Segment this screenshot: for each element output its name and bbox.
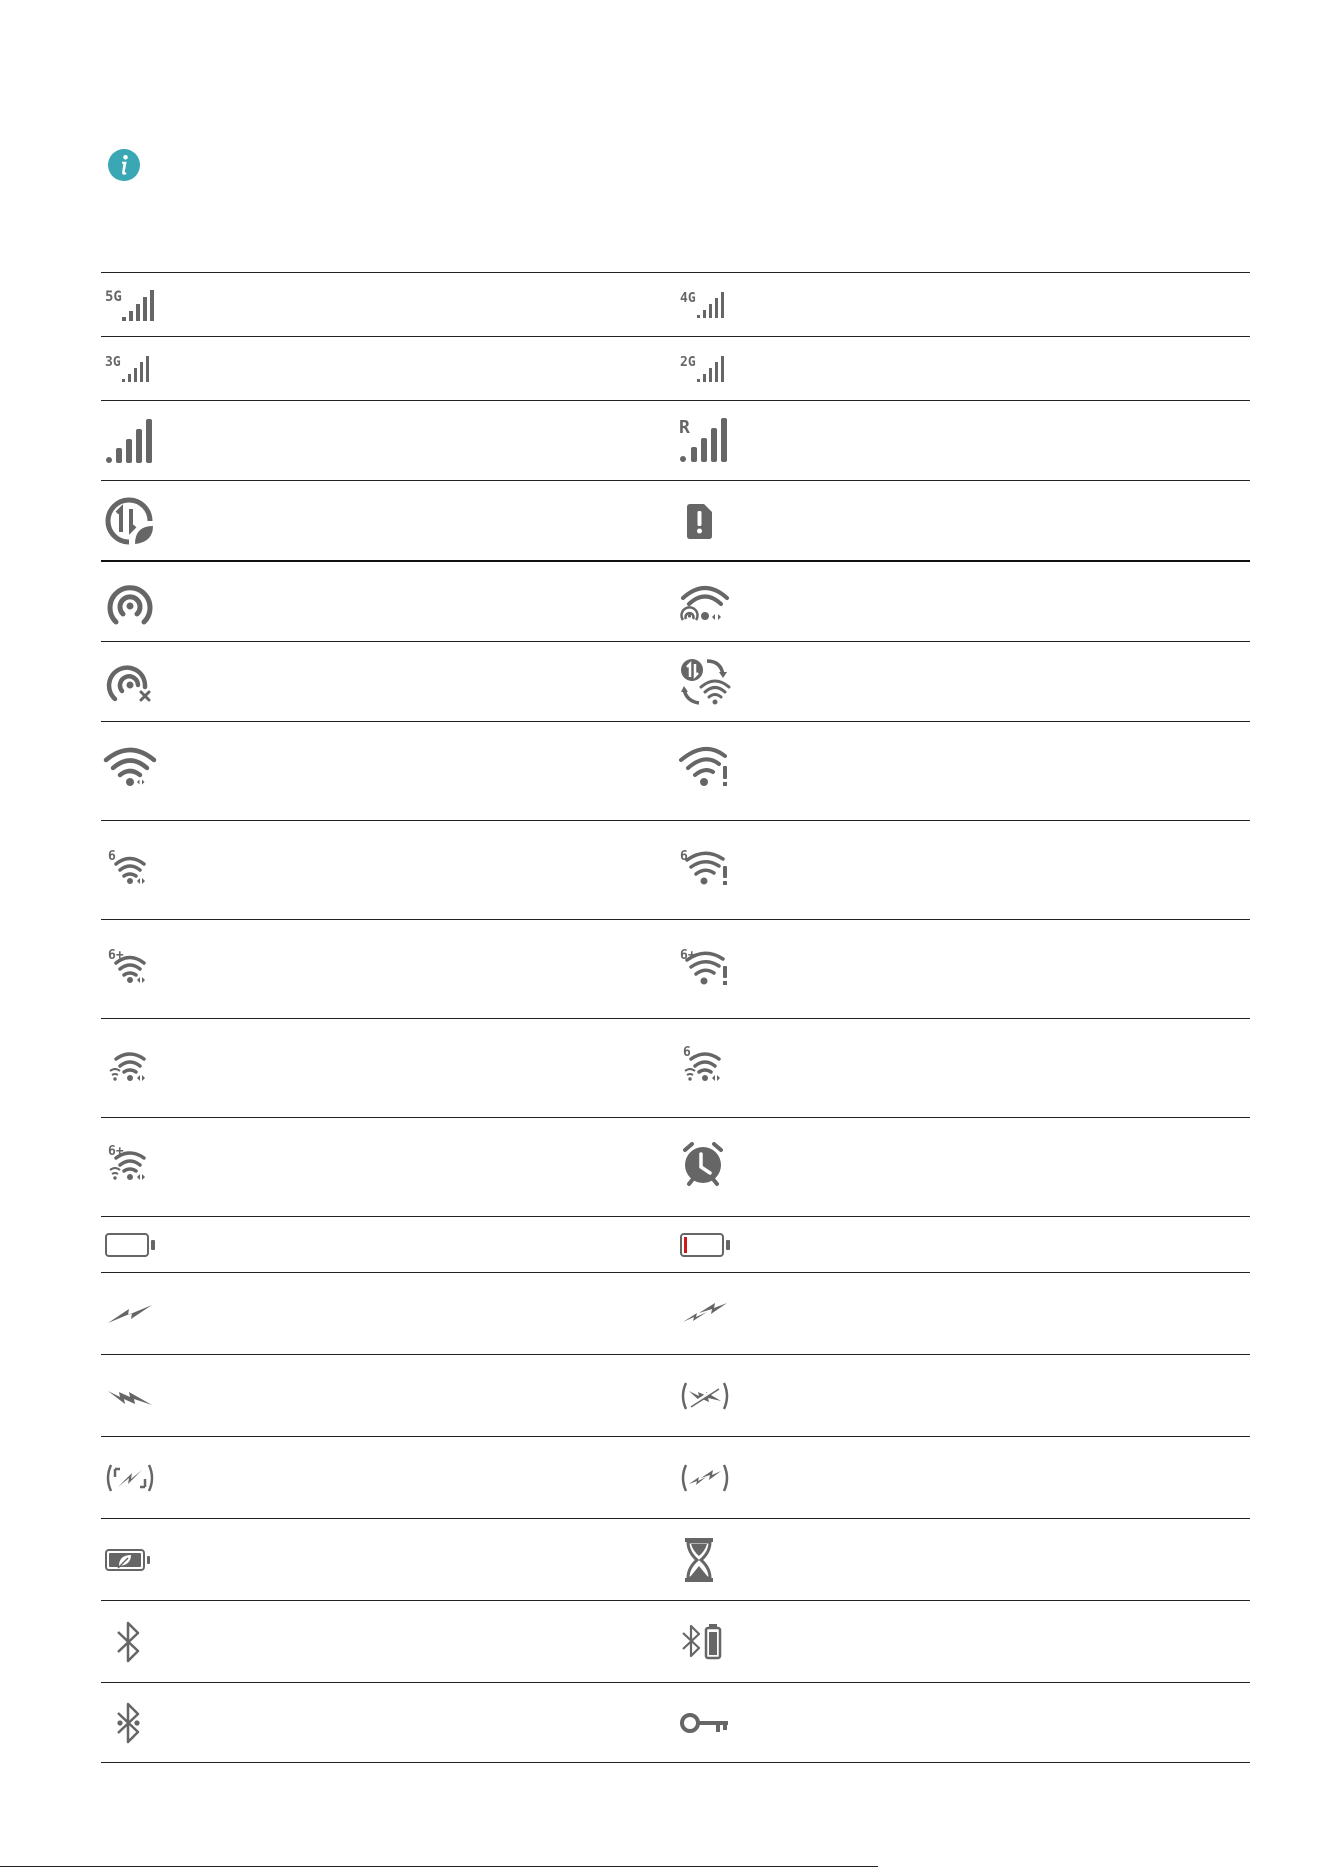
svg-text:4G: 4G — [680, 290, 696, 306]
super-charging-icon — [104, 1381, 156, 1411]
table-row — [101, 1118, 1250, 1217]
table-row — [101, 1273, 1250, 1355]
wifi-6-dual-icon — [679, 1043, 731, 1083]
table-row — [101, 273, 1250, 337]
table-row — [101, 1601, 1250, 1683]
wifi-6-icon — [104, 847, 156, 887]
data-saver-icon — [104, 496, 156, 546]
wireless-fast-charging-icon — [679, 1461, 731, 1495]
wifi-icon — [104, 746, 156, 788]
wifi-6-plus-dual-icon — [104, 1142, 156, 1182]
svg-text:6+: 6+ — [108, 948, 124, 963]
bluetooth-connected-icon — [104, 1700, 156, 1746]
info-icon — [108, 149, 140, 181]
svg-text:R: R — [679, 416, 690, 438]
hotspot-disconnected-icon — [104, 659, 156, 705]
table-row — [101, 1683, 1250, 1763]
5g-signal-icon — [104, 287, 156, 323]
svg-text:2G: 2G — [680, 354, 696, 370]
table-row — [101, 1519, 1250, 1601]
svg-text:6+: 6+ — [680, 948, 696, 963]
data-wifi-switch-icon — [679, 657, 731, 707]
table-row — [101, 1019, 1250, 1118]
no-sim-icon — [679, 499, 719, 543]
hotspot-connected-wifi-icon — [679, 580, 731, 624]
table-row — [101, 1355, 1250, 1437]
charging-icon — [104, 1299, 156, 1329]
battery-low-icon — [679, 1233, 731, 1257]
3g-signal-icon — [104, 353, 152, 385]
table-row — [101, 481, 1250, 562]
wifi-6-plus-error-icon — [679, 946, 731, 986]
table-row — [101, 562, 1250, 642]
2g-signal-icon — [679, 353, 727, 385]
hotspot-icon — [104, 577, 156, 627]
svg-text:6+: 6+ — [108, 1144, 124, 1159]
wifi-6-plus-icon — [104, 946, 156, 986]
status-icon-table — [101, 272, 1250, 1763]
table-row — [101, 401, 1250, 481]
wifi-dual-icon — [104, 1049, 156, 1083]
alarm-icon — [679, 1140, 727, 1186]
wifi-6-error-icon — [679, 847, 731, 887]
vpn-icon — [679, 1708, 731, 1738]
svg-text:6: 6 — [108, 849, 116, 864]
svg-text:6: 6 — [683, 1045, 691, 1060]
table-row — [101, 920, 1250, 1019]
full-signal-icon — [104, 417, 156, 465]
footer-rule — [0, 1866, 878, 1867]
table-row — [101, 642, 1250, 722]
svg-text:3G: 3G — [105, 354, 121, 370]
power-saving-icon — [104, 1548, 156, 1572]
wireless-charging-icon — [104, 1461, 156, 1495]
bluetooth-battery-icon — [679, 1622, 731, 1662]
bluetooth-icon — [104, 1619, 156, 1665]
table-row — [101, 722, 1250, 821]
svg-text:6: 6 — [680, 849, 688, 864]
digital-balance-icon — [679, 1536, 719, 1584]
table-row — [101, 1217, 1250, 1273]
wireless-super-charging-icon — [679, 1379, 731, 1413]
svg-text:5G: 5G — [105, 288, 122, 305]
table-row — [101, 337, 1250, 401]
roaming-signal-icon — [679, 416, 731, 466]
wifi-error-icon — [679, 746, 731, 788]
fast-charging-icon — [679, 1299, 731, 1329]
battery-empty-icon — [104, 1233, 156, 1257]
table-row — [101, 821, 1250, 920]
4g-signal-icon — [679, 289, 727, 321]
table-row — [101, 1437, 1250, 1519]
